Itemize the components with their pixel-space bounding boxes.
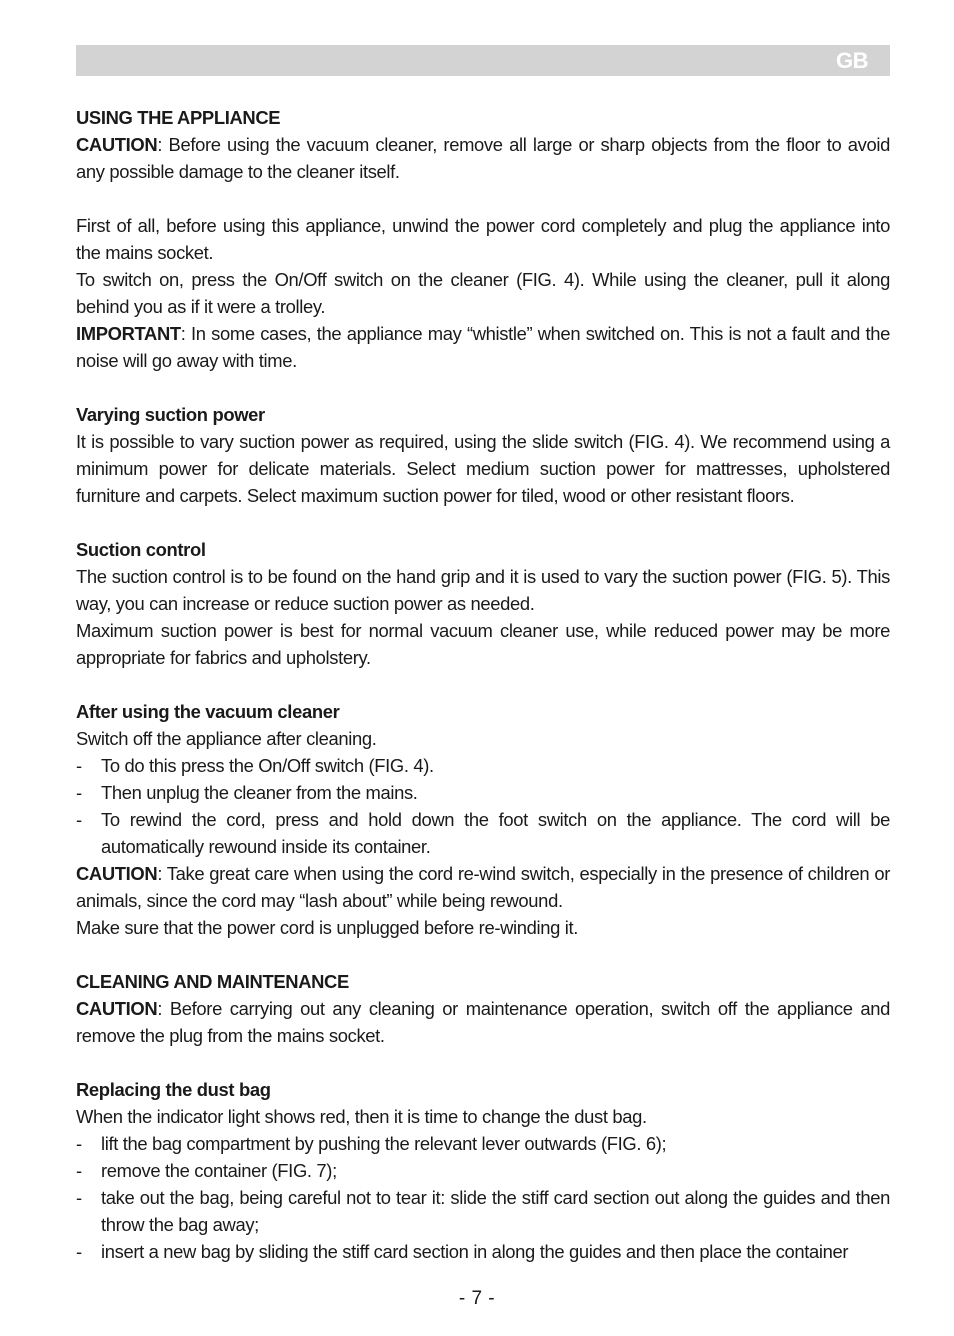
caution-paragraph-cleaning: CAUTION: Before carrying out any cleaning or maintenance operation, switch off the appliance and remove the plug from the mains socket. xyxy=(76,998,890,1046)
caution-paragraph-rewind: CAUTION: Take great care when using the cord re-wind switch, especially in the presence of children or animals, since the cord may “lash about” while being rewound. xyxy=(76,863,890,911)
caution-paragraph-using: CAUTION: Before using the vacuum cleaner, remove all large or sharp objects from the floor to avoid any possible damage to the cleaner itself. xyxy=(76,134,890,182)
section-heading-using: USING THE APPLIANCE xyxy=(76,107,281,128)
section-heading-cleaning: CLEANING AND MAINTENANCE xyxy=(76,971,349,992)
header-bar xyxy=(76,45,890,76)
paragraph: First of all, before using this appliance, unwind the power cord completely and plug the appliance into the mains socket. xyxy=(76,215,890,263)
caution-label: CAUTION xyxy=(76,998,158,1019)
list-item: - insert a new bag by sliding the stiff card section in along the guides and then place the container xyxy=(76,1238,890,1265)
list-item: - lift the bag compartment by pushing the relevant lever outwards (FIG. 6); xyxy=(76,1130,890,1157)
caution-label: CAUTION xyxy=(76,134,158,155)
page-number: - 7 - xyxy=(458,1288,496,1309)
list-item: - take out the bag, being careful not to tear it: slide the stiff card section out along the guides and then throw the bag away; xyxy=(76,1184,890,1238)
paragraph: Make sure that the power cord is unplugged before re-winding it. xyxy=(76,917,579,938)
language-code: GB xyxy=(836,48,868,73)
list-item: - remove the container (FIG. 7); xyxy=(76,1157,890,1184)
paragraph: When the indicator light shows red, then it is time to change the dust bag. xyxy=(76,1106,647,1127)
important-label: IMPORTANT xyxy=(76,323,181,344)
list-item: - To rewind the cord, press and hold down the foot switch on the appliance. The cord will be automatically rewound inside its container. xyxy=(76,806,890,860)
paragraph: The suction control is to be found on the hand grip and it is used to vary the suction power (FIG. 5). This way, you can increase or reduce suction power as needed. xyxy=(76,566,890,614)
paragraph: Maximum suction power is best for normal vacuum cleaner use, while reduced power may be more appropriate for fabrics and upholstery. xyxy=(76,620,890,668)
caution-label: CAUTION xyxy=(76,863,158,884)
section-heading-dust-bag: Replacing the dust bag xyxy=(76,1079,271,1100)
paragraph: To switch on, press the On/Off switch on the cleaner (FIG. 4). While using the cleaner, pull it along behind you as if it were a trolley. xyxy=(76,269,890,317)
section-heading-after-using: After using the vacuum cleaner xyxy=(76,701,340,722)
list-item: - Then unplug the cleaner from the mains. xyxy=(76,779,890,806)
page-content xyxy=(76,104,890,1265)
list-item: - To do this press the On/Off switch (FIG. 4). xyxy=(76,752,890,779)
paragraph: Switch off the appliance after cleaning. xyxy=(76,728,377,749)
important-paragraph: IMPORTANT: In some cases, the appliance may “whistle” when switched on. This is not a fault and the noise will go away with time. xyxy=(76,323,890,371)
section-heading-varying-suction: Varying suction power xyxy=(76,404,265,425)
section-heading-suction-control: Suction control xyxy=(76,539,206,560)
paragraph: It is possible to vary suction power as required, using the slide switch (FIG. 4). We recommend using a minimum power for delicate materials. Select medium suction power for mattresses, upholstered furniture and carpets. Select maximum suction power for tiled, wood or other resistant floors. xyxy=(76,431,890,506)
